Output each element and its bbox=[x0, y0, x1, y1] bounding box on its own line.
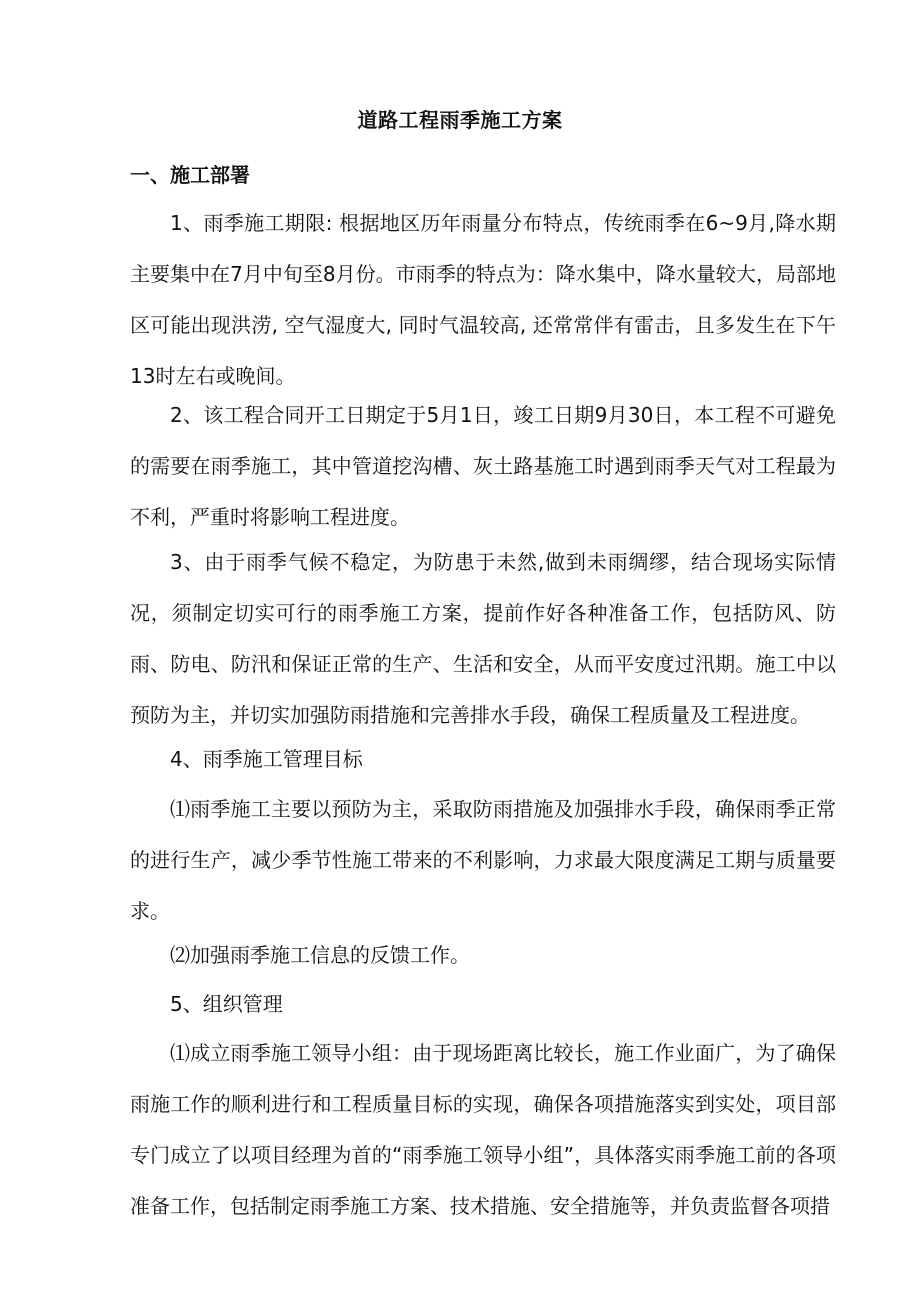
paragraph-contract-schedule: 2、该工程合同开工日期定于5月1日，竣工日期9月30日，本工程不可避免的需要在雨季施工，其中管道挖沟槽、灰土路基施工时遇到雨季天气对工程最为不利，严重时将影响工程进度。 bbox=[130, 403, 836, 529]
paragraph-organization-heading: 5、组织管理 bbox=[170, 992, 283, 1016]
paragraph-preparation: 3、由于雨季气候不稳定，为防患于未然,做到未雨绸缪，结合现场实际情况，须制定切实可行的雨季施工方案，提前作好各种准备工作，包括防风、防雨、防电、防汛和保证正常的生产、生活和安全，从而平安度过汛期。施工中以预防为主，并切实加强防雨措施和完善排水手段，确保工程质量及工程进度。 bbox=[130, 550, 836, 727]
paragraph-rainy-season-period: 1、雨季施工期限: 根据地区历年雨量分布特点，传统雨季在6~9月,降水期主要集中在7月中旬至8月份。市雨季的特点为：降水集中，降水量较大，局部地区可能出现洪涝, 空气湿度大, 同时气温较高, 还常常伴有雷击，且多发生在下午13时左右或晚间。 bbox=[130, 211, 836, 388]
section-heading: 一、施工部署 bbox=[130, 163, 250, 187]
paragraph-goal-prevention: ⑴雨季施工主要以预防为主，采取防雨措施及加强排水手段，确保雨季正常的进行生产，减少季节性施工带来的不利影响，力求最大限度满足工期与质量要求。 bbox=[130, 797, 836, 923]
paragraph-leadership-group: ⑴成立雨季施工领导小组：由于现场距离比较长，施工作业面广，为了确保雨施工作的顺利进行和工程质量目标的实现，确保各项措施落实到实处，项目部专门成立了以项目经理为首的“雨季施工领导小组”，具体落实雨季施工前的各项准备工作，包括制定雨季施工方案、技术措施、安全措施等，并负责监督各项措 bbox=[130, 1041, 836, 1218]
paragraph-management-goals-heading: 4、雨季施工管理目标 bbox=[170, 747, 363, 771]
document-title: 道路工程雨季施工方案 bbox=[357, 108, 563, 132]
paragraph-goal-feedback: ⑵加强雨季施工信息的反馈工作。 bbox=[170, 943, 470, 967]
